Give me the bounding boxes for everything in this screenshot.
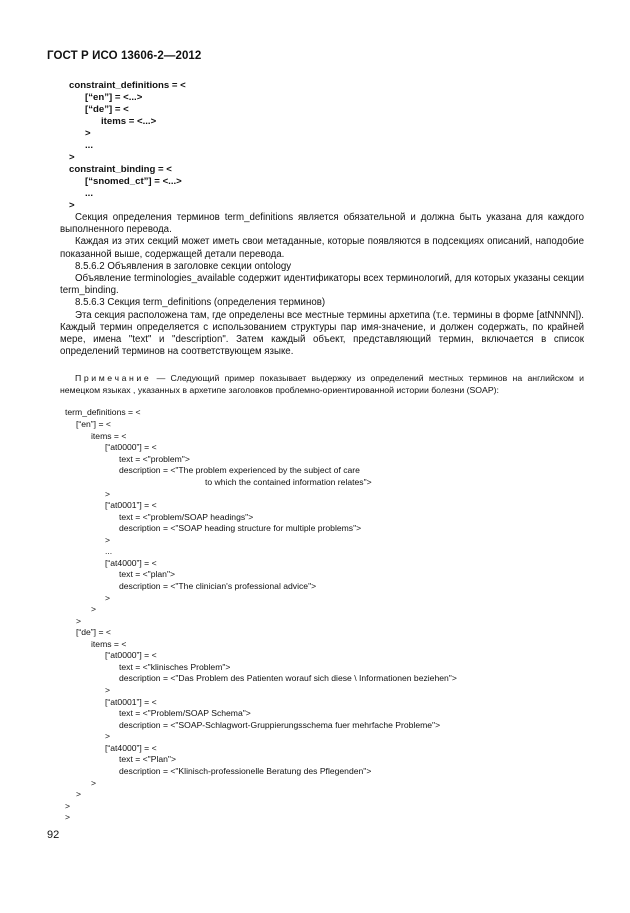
code-line: description = <"Klinisch-professionelle Beratung des Pflegenden">: [119, 766, 372, 776]
code-line: [“snomed_ct”] = <...>: [85, 176, 182, 187]
code-line: [“at4000”] = <: [105, 743, 157, 753]
section-heading: 8.5.6.2 Объявления в заголовке секции ontology: [75, 260, 292, 272]
code-line: >: [76, 789, 82, 799]
standard-header: ГОСТ Р ИСО 13606-2—2012: [47, 50, 202, 62]
code-line: >: [105, 593, 111, 603]
code-line: text = <"plan">: [119, 569, 176, 579]
body-text: [60, 212, 584, 358]
code-line: [“at0000”] = <: [105, 442, 157, 452]
paragraph: Секция определения терминов term_definitions является обязательной и должна быть указана для каждого выполненного перевода.: [60, 212, 584, 236]
code-line: >: [105, 685, 111, 695]
code-line: description = <"The clinician's professional advice">: [119, 581, 317, 591]
code-line: description = <"The problem experienced by the subject of care: [119, 465, 360, 475]
code-line: description = <"Das Problem des Patienten worauf sich diese \ Informationen beziehen">: [119, 673, 457, 683]
code-line: text = <"Plan">: [119, 754, 176, 764]
code-line: >: [85, 128, 91, 139]
code-line: items = <...>: [101, 116, 157, 127]
code-line: text = <"problem/SOAP headings">: [119, 512, 254, 522]
code-line: description = <"SOAP heading structure for multiple problems">: [119, 523, 362, 533]
code-line: >: [65, 812, 71, 822]
code-line: [“at0000”] = <: [105, 650, 157, 660]
code-line: ...: [85, 188, 93, 199]
code-line: [“en”] = <: [76, 419, 111, 429]
code-line: [“de”] = <: [76, 627, 111, 637]
note-paragraph: [60, 373, 584, 396]
code-line: >: [91, 604, 97, 614]
code-line: >: [105, 535, 111, 545]
code-line: [“at4000”] = <: [105, 558, 157, 568]
note-label: Примечание: [75, 373, 152, 383]
code-line: items = <: [91, 431, 127, 441]
section-heading: 8.5.6.3 Секция term_definitions (определения терминов): [75, 297, 326, 309]
page-number: 92: [47, 829, 60, 841]
code-line: text = <"klinisches Problem">: [119, 662, 231, 672]
code-line: [“en”] = <...>: [85, 92, 143, 103]
code-line: constraint_binding = <: [69, 164, 172, 175]
code-line: text = <"problem">: [119, 454, 190, 464]
code-line: items = <: [91, 639, 127, 649]
code-line: [“at0001”] = <: [105, 500, 157, 510]
code-line: >: [105, 731, 111, 741]
code-line: text = <"Problem/SOAP Schema">: [119, 708, 251, 718]
code-line: >: [69, 152, 75, 163]
code-line: to which the contained information relates">: [205, 477, 372, 487]
code-line: description = <"SOAP-Schlagwort-Gruppierungsschema fuer mehrfache Probleme">: [119, 720, 441, 730]
code-line: ...: [85, 140, 93, 151]
code-line: [“de”] = <: [85, 104, 129, 115]
note-text: — Следующий пример показывает выдержку из определений местных терминов на английском и немецком языках , указанных в архетипе заголовков проблемно-ориентированной истории болезни (SOAP):: [60, 373, 584, 395]
code-line: >: [76, 616, 82, 626]
paragraph: Каждая из этих секций может иметь свои метаданные, которые появляются в подсекциях описаний, наподобие показанной выше, содержащей детали перевода.: [60, 236, 584, 260]
paragraph: Эта секция расположена там, где определены все местные термины архетипа (т.е. термины в форме [atNNNN]). Каждый термин определяется с использованием структуры пар имя-значение, и должен содержать, по крайней мере, имена "text" и "description". Затем каждый объект, представляющий термин, включается в список определений терминов на соответствующем языке.: [60, 309, 584, 358]
code-line: [“at0001”] = <: [105, 697, 157, 707]
code-line: term_definitions = <: [65, 407, 141, 417]
code-line: >: [69, 200, 75, 211]
paragraph: Объявление terminologies_available содержит идентификаторы всех терминологий, для которых указаны секции term_binding.: [60, 273, 584, 297]
code-line: >: [91, 778, 97, 788]
code-line: ...: [105, 546, 113, 556]
code-line: constraint_definitions = <: [69, 80, 186, 91]
code-line: >: [65, 801, 71, 811]
code-line: >: [105, 489, 111, 499]
